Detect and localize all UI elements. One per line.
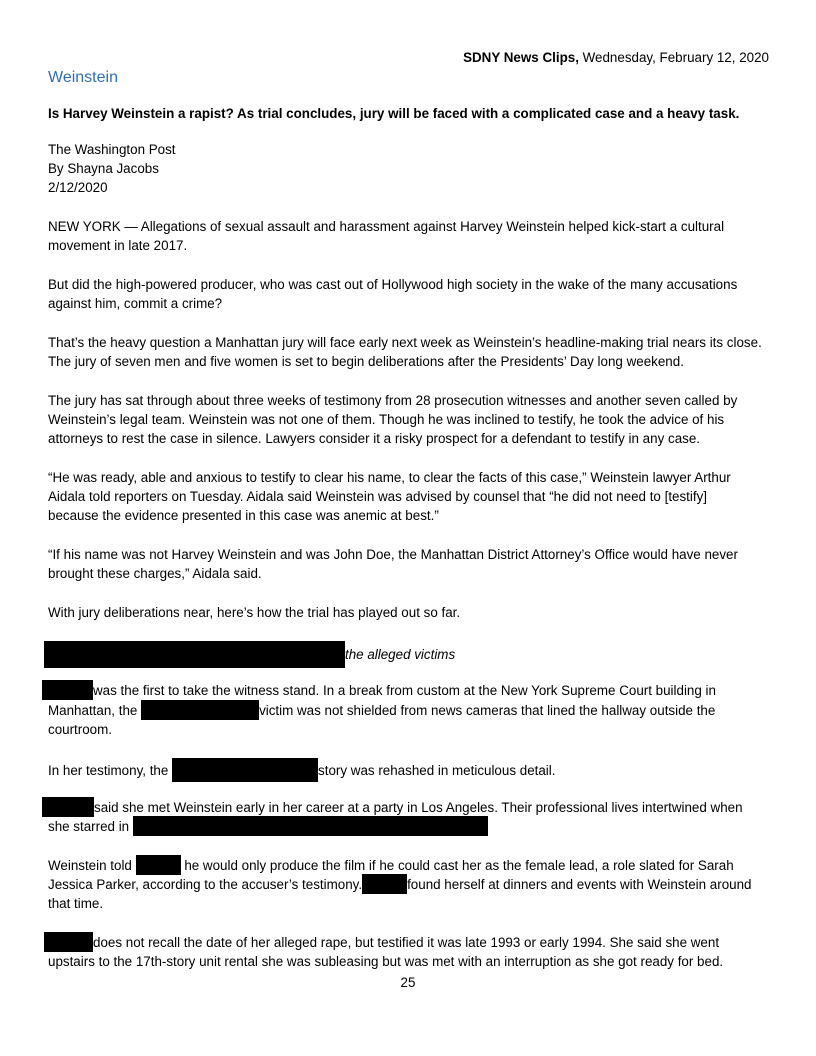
page-header [463,48,769,67]
redaction-box [44,932,93,952]
paragraph-line: “He was ready, able and anxious to testify to clear his name, to clear the facts of this case,” Weinstein lawyer Arthur [48,470,731,485]
paragraph-line: because the evidence presented in this case was anemic at best.” [48,508,439,523]
paragraph-line: brought these charges,” Aidala said. [48,566,262,581]
paragraph-text: said she met Weinstein early in her career at a party in Los Angeles. Their professional lives intertwined when [94,800,743,815]
paragraph-text: In her testimony, the [48,763,173,778]
paragraph-line: against him, commit a crime? [48,296,223,311]
publication: The Washington Post [48,142,176,157]
paragraph-line: The jury has sat through about three weeks of testimony from 28 prosecution witnesses and another seven called by [48,393,738,408]
paragraph-text: victim was not shielded from news cameras that lined the hallway outside the [259,703,716,718]
paragraph-text: he would only produce the film if he could cast her as the female lead, a role slated for Sarah [180,858,734,873]
redaction-box [362,874,407,894]
paragraph-line: “If his name was not Harvey Weinstein and was John Doe, the Manhattan District Attorney’s Office would have never [48,547,738,562]
paragraph-line [44,932,719,952]
byline: By Shayna Jacobs [48,161,159,176]
subheading [44,641,455,668]
redaction-box [133,816,488,836]
paragraph-line: courtroom. [48,722,112,737]
paragraph-line: NEW YORK — Allegations of sexual assault and harassment against Harvey Weinstein helped kick-start a cultural [48,219,725,234]
page-number: 25 [400,975,416,990]
paragraph-line [48,816,488,836]
subheading-tail: the alleged victims [345,647,456,662]
paragraph-line: With jury deliberations near, here’s how the trial has played out so far. [48,605,461,620]
article-date: 2/12/2020 [48,180,108,195]
paragraph-line: upstairs to the 17th-story unit rental she was subleasing but was met with an interruption as she got ready for bed. [48,954,724,969]
paragraph-line: That’s the heavy question a Manhattan jury will face early next week as Weinstein’s headline-making trial nears its close. [48,335,762,350]
paragraph-line [48,874,751,894]
paragraph-line: Aidala told reporters on Tuesday. Aidala said Weinstein was advised by counsel that “he did not need to [testify] [48,489,708,504]
paragraph-text: does not recall the date of her alleged rape, but testified it was late 1993 or early 1994. She said she went [93,935,720,950]
paragraph-text: found herself at dinners and events with Weinstein around [407,877,752,892]
article-headline: Is Harvey Weinstein a rapist? As trial concludes, jury will be faced with a complicated case and a heavy task. [48,106,740,121]
paragraph-line [42,680,716,700]
paragraph-text: she starred in [48,819,133,834]
redaction-box [42,680,93,700]
paragraph-text: Weinstein told [48,858,136,873]
paragraph-text: was the first to take the witness stand. In a break from custom at the New York Supreme Court building in [93,683,716,698]
paragraph-line: that time. [48,896,104,911]
paragraph-line [48,855,734,875]
redaction-box [44,641,345,668]
redaction-box [141,700,259,720]
paragraph-text: Jessica Parker, according to the accuser’s testimony. [48,877,363,892]
paragraph-line [48,700,715,720]
header-date: Wednesday, February 12, 2020 [578,50,769,65]
redaction-box [172,758,318,782]
paragraph-line [42,797,743,817]
paragraph-line [48,758,555,782]
paragraph-line: Weinstein’s legal team. Weinstein was not one of them. Though he was inclined to testify, he took the advice of his [48,412,725,427]
redaction-box [42,797,94,817]
section-title: Weinstein [48,69,118,86]
paragraph-line: But did the high-powered producer, who was cast out of Hollywood high society in the wake of the many accusations [48,277,738,292]
paragraph-line: attorneys to rest the case in silence. Lawyers consider it a risky prospect for a defendant to testify in any case. [48,431,701,446]
header-source: SDNY News Clips, [463,50,579,65]
paragraph-line: movement in late 2017. [48,238,188,253]
paragraph-line: The jury of seven men and five women is set to begin deliberations after the Presidents’ Day long weekend. [48,354,684,369]
paragraph-text: story was rehashed in meticulous detail. [318,763,556,778]
paragraph-text: Manhattan, the [48,703,142,718]
redaction-box [136,855,181,875]
